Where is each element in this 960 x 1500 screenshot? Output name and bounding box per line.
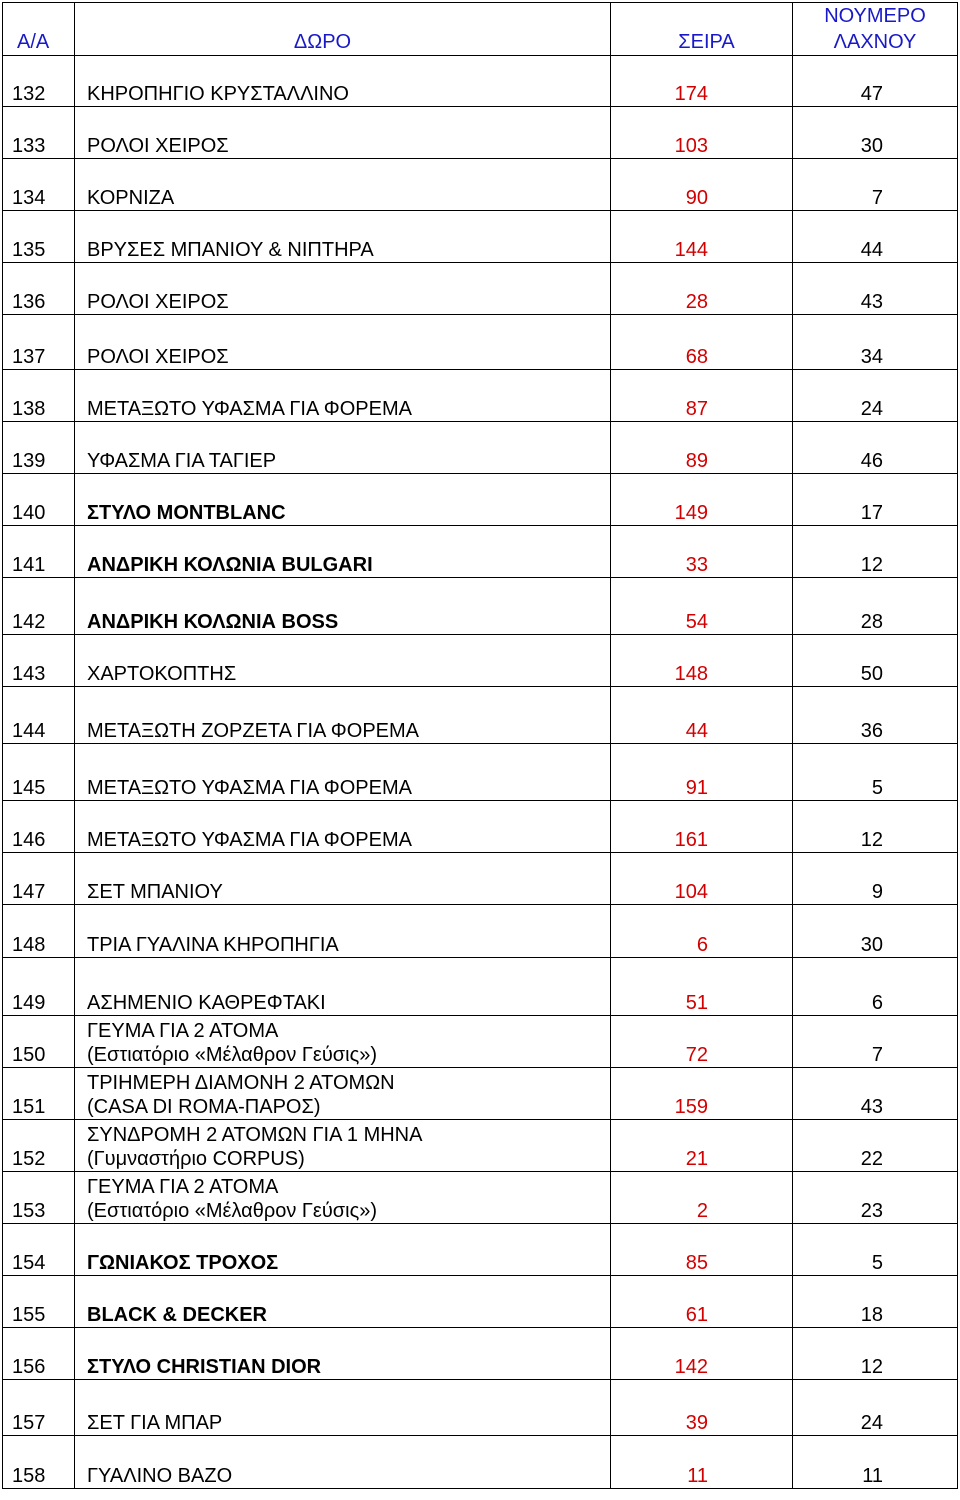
cell-series: 6	[611, 905, 793, 958]
table-row	[3, 1276, 958, 1328]
cell-number: 22	[793, 1120, 958, 1172]
table-row	[3, 107, 958, 159]
table-row	[3, 56, 958, 107]
table-row	[3, 905, 958, 958]
cell-number: 50	[793, 635, 958, 687]
cell-series: 28	[611, 263, 793, 315]
cell-aa: 144	[3, 687, 75, 744]
cell-gift: ΣΕΤ ΜΠΑΝΙΟΥ	[75, 853, 611, 905]
cell-series: 89	[611, 422, 793, 474]
gift-sponsor: (Εστιατόριο «Μέλαθρον Γεύσις»)	[87, 1200, 377, 1222]
cell-number: 23	[793, 1172, 958, 1224]
cell-series: 148	[611, 635, 793, 687]
cell-aa: 151	[3, 1068, 75, 1120]
cell-gift: ΜΕΤΑΞΩΤΟ ΥΦΑΣΜΑ ΓΙΑ ΦΟΡΕΜΑ	[75, 370, 611, 422]
header-row	[3, 3, 958, 56]
table-row	[3, 744, 958, 801]
cell-aa: 153	[3, 1172, 75, 1224]
cell-number: 30	[793, 107, 958, 159]
table-row	[3, 635, 958, 687]
cell-aa: 147	[3, 853, 75, 905]
cell-gift: ΚΗΡΟΠΗΓΙΟ ΚΡΥΣΤΑΛΛΙΝΟ	[75, 56, 611, 107]
table-row	[3, 1328, 958, 1380]
cell-series: 39	[611, 1380, 793, 1436]
cell-gift: ΣΤΥΛΟ MONTBLANC	[75, 474, 611, 526]
cell-number: 7	[793, 1016, 958, 1068]
cell-aa: 149	[3, 958, 75, 1016]
gift-title: ΓΕΥΜΑ ΓΙΑ 2 ΑΤΟΜΑ	[87, 1020, 279, 1042]
cell-number: 11	[793, 1436, 958, 1489]
cell-series: 159	[611, 1068, 793, 1120]
cell-series: 2	[611, 1172, 793, 1224]
cell-aa: 141	[3, 526, 75, 578]
cell-aa: 150	[3, 1016, 75, 1068]
cell-gift: ΣΤΥΛΟ CHRISTIAN DIOR	[75, 1328, 611, 1380]
cell-gift: ΑΣΗΜΕΝΙΟ ΚΑΘΡΕΦΤΑΚΙ	[75, 958, 611, 1016]
table-row	[3, 211, 958, 263]
cell-gift: ΚΟΡΝΙΖΑ	[75, 159, 611, 211]
cell-number: 43	[793, 1068, 958, 1120]
cell-number: 12	[793, 1328, 958, 1380]
cell-series: 72	[611, 1016, 793, 1068]
cell-aa: 140	[3, 474, 75, 526]
gift-sponsor: (CASA DI ROMA-ΠΑΡΟΣ)	[87, 1096, 321, 1118]
table-header	[3, 3, 958, 56]
table-row	[3, 958, 958, 1016]
cell-gift: ΑΝΔΡΙΚΗ ΚΟΛΩΝΙΑ BULGARI	[75, 526, 611, 578]
cell-number: 12	[793, 526, 958, 578]
cell-series: 44	[611, 687, 793, 744]
table-row	[3, 1172, 958, 1224]
cell-aa: 148	[3, 905, 75, 958]
cell-number: 43	[793, 263, 958, 315]
gift-title: ΤΡΙΗΜΕΡΗ ΔΙΑΜΟΝΗ 2 ΑΤΟΜΩΝ	[87, 1072, 395, 1094]
gift-sponsor: (Γυμναστήριο CORPUS)	[87, 1148, 305, 1170]
table-row	[3, 526, 958, 578]
cell-gift: ΓΥΑΛΙΝΟ ΒΑΖΟ	[75, 1436, 611, 1489]
cell-number: 44	[793, 211, 958, 263]
cell-number: 9	[793, 853, 958, 905]
cell-gift: ΡΟΛΟΙ ΧΕΙΡΟΣ	[75, 263, 611, 315]
cell-gift	[75, 1172, 611, 1224]
cell-gift: ΜΕΤΑΞΩΤΗ ΖΟΡΖΕΤΑ ΓΙΑ ΦΟΡΕΜΑ	[75, 687, 611, 744]
cell-aa: 143	[3, 635, 75, 687]
cell-series: 85	[611, 1224, 793, 1276]
cell-gift	[75, 1068, 611, 1120]
cell-gift: ΣΕΤ ΓΙΑ ΜΠΑΡ	[75, 1380, 611, 1436]
header-aa: Α/Α	[3, 3, 75, 56]
cell-gift: ΡΟΛΟΙ ΧΕΙΡΟΣ	[75, 107, 611, 159]
table-row	[3, 1068, 958, 1120]
cell-aa: 145	[3, 744, 75, 801]
cell-number: 5	[793, 1224, 958, 1276]
cell-number: 46	[793, 422, 958, 474]
table-row	[3, 578, 958, 635]
table-row	[3, 1380, 958, 1436]
cell-series: 51	[611, 958, 793, 1016]
cell-series: 149	[611, 474, 793, 526]
cell-gift: ΑΝΔΡΙΚΗ ΚΟΛΩΝΙΑ BOSS	[75, 578, 611, 635]
cell-number: 24	[793, 1380, 958, 1436]
cell-aa: 134	[3, 159, 75, 211]
cell-gift: ΡΟΛΟΙ ΧΕΙΡΟΣ	[75, 315, 611, 370]
cell-aa: 136	[3, 263, 75, 315]
table-row	[3, 801, 958, 853]
cell-aa: 154	[3, 1224, 75, 1276]
cell-series: 142	[611, 1328, 793, 1380]
cell-gift	[75, 1120, 611, 1172]
cell-gift: ΥΦΑΣΜΑ ΓΙΑ ΤΑΓΙΕΡ	[75, 422, 611, 474]
cell-number: 12	[793, 801, 958, 853]
cell-series: 11	[611, 1436, 793, 1489]
table-row	[3, 263, 958, 315]
cell-gift: ΧΑΡΤΟΚΟΠΤΗΣ	[75, 635, 611, 687]
cell-gift	[75, 1016, 611, 1068]
cell-series: 91	[611, 744, 793, 801]
cell-gift: ΤΡΙΑ ΓΥΑΛΙΝΑ ΚΗΡΟΠΗΓΙΑ	[75, 905, 611, 958]
cell-aa: 157	[3, 1380, 75, 1436]
cell-number: 30	[793, 905, 958, 958]
table-row	[3, 1436, 958, 1489]
header-series: ΣΕΙΡΑ	[611, 3, 793, 56]
cell-series: 104	[611, 853, 793, 905]
cell-aa: 133	[3, 107, 75, 159]
table-row	[3, 370, 958, 422]
cell-number: 6	[793, 958, 958, 1016]
table-row	[3, 853, 958, 905]
cell-series: 68	[611, 315, 793, 370]
cell-series: 61	[611, 1276, 793, 1328]
gift-title: ΣΥΝΔΡΟΜΗ 2 ΑΤΟΜΩΝ ΓΙΑ 1 ΜΗΝΑ	[87, 1124, 423, 1146]
cell-aa: 152	[3, 1120, 75, 1172]
cell-series: 87	[611, 370, 793, 422]
cell-aa: 146	[3, 801, 75, 853]
table-row	[3, 687, 958, 744]
table-row	[3, 315, 958, 370]
table-row	[3, 1120, 958, 1172]
table-row	[3, 1224, 958, 1276]
cell-gift: ΜΕΤΑΞΩΤΟ ΥΦΑΣΜΑ ΓΙΑ ΦΟΡΕΜΑ	[75, 744, 611, 801]
table-row	[3, 1016, 958, 1068]
cell-gift: ΒΡΥΣΕΣ ΜΠΑΝΙΟΥ & ΝΙΠΤΗΡΑ	[75, 211, 611, 263]
cell-series: 21	[611, 1120, 793, 1172]
table-row	[3, 422, 958, 474]
table-row	[3, 474, 958, 526]
header-number: ΝΟΥΜΕΡΟ ΛΑΧΝΟΥ	[793, 3, 958, 56]
cell-number: 7	[793, 159, 958, 211]
cell-number: 28	[793, 578, 958, 635]
cell-gift: ΜΕΤΑΞΩΤΟ ΥΦΑΣΜΑ ΓΙΑ ΦΟΡΕΜΑ	[75, 801, 611, 853]
cell-series: 90	[611, 159, 793, 211]
cell-number: 24	[793, 370, 958, 422]
cell-series: 54	[611, 578, 793, 635]
cell-aa: 138	[3, 370, 75, 422]
gift-title: ΓΕΥΜΑ ΓΙΑ 2 ΑΤΟΜΑ	[87, 1176, 279, 1198]
cell-gift: BLACK & DECKER	[75, 1276, 611, 1328]
cell-aa: 156	[3, 1328, 75, 1380]
cell-aa: 135	[3, 211, 75, 263]
table-row	[3, 159, 958, 211]
cell-number: 34	[793, 315, 958, 370]
cell-aa: 139	[3, 422, 75, 474]
cell-number: 17	[793, 474, 958, 526]
cell-number: 18	[793, 1276, 958, 1328]
gift-sponsor: (Εστιατόριο «Μέλαθρον Γεύσις»)	[87, 1044, 377, 1066]
cell-aa: 158	[3, 1436, 75, 1489]
cell-aa: 142	[3, 578, 75, 635]
cell-series: 103	[611, 107, 793, 159]
cell-series: 33	[611, 526, 793, 578]
cell-aa: 132	[3, 56, 75, 107]
cell-series: 161	[611, 801, 793, 853]
cell-number: 47	[793, 56, 958, 107]
cell-aa: 137	[3, 315, 75, 370]
header-gift: ΔΩΡΟ	[75, 3, 611, 56]
prize-table	[2, 2, 958, 1489]
cell-aa: 155	[3, 1276, 75, 1328]
cell-number: 5	[793, 744, 958, 801]
cell-gift: ΓΩΝΙΑΚΟΣ ΤΡΟΧΟΣ	[75, 1224, 611, 1276]
cell-series: 174	[611, 56, 793, 107]
cell-series: 144	[611, 211, 793, 263]
cell-number: 36	[793, 687, 958, 744]
table-body	[3, 56, 958, 1489]
